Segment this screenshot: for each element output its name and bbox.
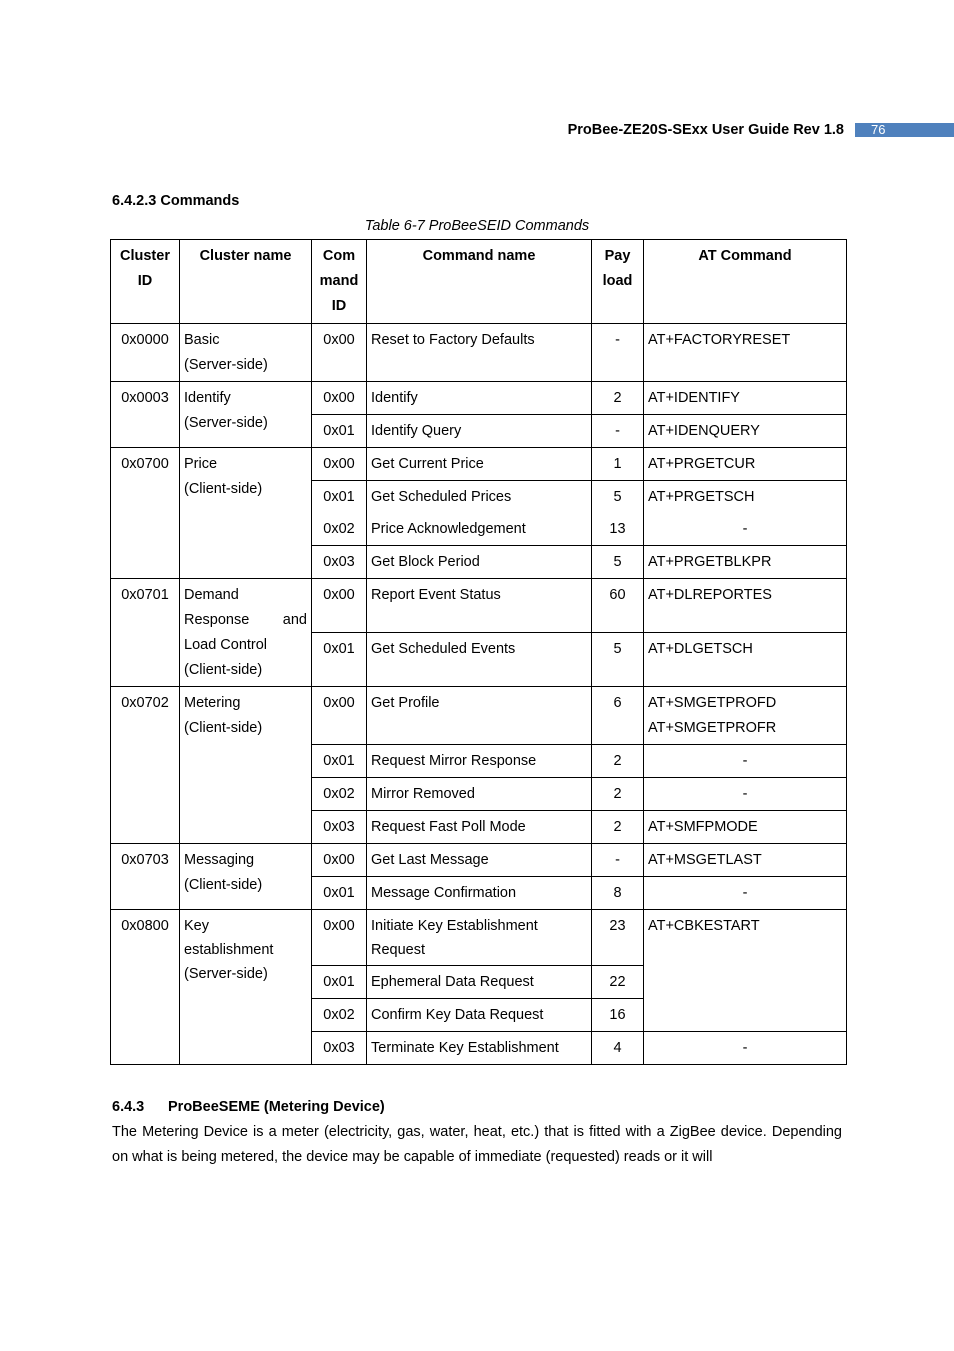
table-row bbox=[111, 579, 847, 633]
cluster-id-cell: 0x0800 bbox=[111, 910, 180, 1065]
cluster-name-cell bbox=[180, 844, 312, 910]
table-row bbox=[111, 910, 847, 966]
table-row bbox=[111, 687, 847, 745]
header-text: Cluster bbox=[120, 248, 170, 264]
body-paragraph: The Metering Device is a meter (electricity, gas, water, heat, etc.) that is fitted with a ZigBee device. Depending on what is being metered, the device may be capable of immediate (requested) reads or it will bbox=[112, 1124, 842, 1165]
at-command-cell: AT+CBKESTART bbox=[644, 910, 847, 1032]
cluster-id-cell: 0x0700 bbox=[111, 448, 180, 579]
command-name-cell: Identify bbox=[367, 382, 592, 415]
payload-cell: - bbox=[592, 324, 644, 382]
cluster-name-cell bbox=[180, 448, 312, 579]
payload-cell: 5 bbox=[592, 546, 644, 579]
payload-cell: 6 bbox=[592, 687, 644, 745]
command-id-cell: 0x00 bbox=[312, 324, 367, 382]
command-name-cell: Identify Query bbox=[367, 415, 592, 448]
commands-table bbox=[110, 239, 847, 1065]
command-name-cell: Get Block Period bbox=[367, 546, 592, 579]
cluster-name-line: Demand bbox=[184, 587, 239, 603]
section-heading: 6.4.2.3 Commands bbox=[112, 193, 240, 209]
cluster-name-justified-line bbox=[184, 608, 307, 633]
at-command-cell: AT+PRGETCUR bbox=[644, 448, 847, 481]
command-id-cell: 0x00 bbox=[312, 910, 367, 966]
command-name-cell: Report Event Status bbox=[367, 579, 592, 633]
cluster-name-word: and bbox=[282, 612, 307, 628]
cluster-name-line: (Server-side) bbox=[184, 415, 268, 431]
subsection-heading bbox=[112, 1099, 385, 1115]
table-row bbox=[111, 448, 847, 481]
table-row bbox=[111, 324, 847, 382]
command-name-cell: Get Profile bbox=[367, 687, 592, 745]
command-id-cell: 0x00 bbox=[312, 382, 367, 415]
at-command-cell bbox=[644, 687, 847, 745]
command-id-cell: 0x03 bbox=[312, 1032, 367, 1065]
cluster-name-line: Load Control bbox=[184, 637, 268, 653]
header-cluster-name: Cluster name bbox=[180, 240, 312, 324]
command-id-cell: 0x02 bbox=[312, 778, 367, 811]
page-number-badge: 76 bbox=[855, 123, 954, 137]
at-command-cell: AT+PRGETBLKPR bbox=[644, 546, 847, 579]
at-command-cell: - bbox=[644, 778, 847, 811]
header-payload bbox=[592, 240, 644, 324]
payload-cell: 5 bbox=[592, 633, 644, 687]
command-name-cell bbox=[367, 910, 592, 966]
cluster-name-line: (Server-side) bbox=[184, 966, 268, 982]
at-command-cell: AT+SMFPMODE bbox=[644, 811, 847, 844]
command-id-cell: 0x03 bbox=[312, 546, 367, 579]
header-text: Pay bbox=[604, 248, 631, 264]
payload-cell: 2 bbox=[592, 382, 644, 415]
table-header-row bbox=[111, 240, 847, 324]
payload-cell: - bbox=[592, 415, 644, 448]
header-text: Com bbox=[322, 248, 356, 264]
command-name-cell: Get Last Message bbox=[367, 844, 592, 877]
at-command-cell: - bbox=[644, 1032, 847, 1065]
cluster-name-line: (Client-side) bbox=[184, 720, 263, 736]
command-name-cell: Request Mirror Response bbox=[367, 745, 592, 778]
at-command-cell: - bbox=[644, 745, 847, 778]
at-command-line: AT+SMGETPROFD bbox=[648, 695, 777, 711]
cluster-name-line: establishment bbox=[184, 942, 274, 958]
at-command-cell: AT+IDENTIFY bbox=[644, 382, 847, 415]
command-id-cell: 0x01 bbox=[312, 415, 367, 448]
payload-cell: 23 bbox=[592, 910, 644, 966]
header-text: mand bbox=[319, 273, 359, 289]
command-id-cell: 0x01 bbox=[312, 966, 367, 999]
cluster-name-line: Price bbox=[184, 456, 218, 472]
command-name-cell: Mirror Removed bbox=[367, 778, 592, 811]
command-id-cell: 0x03 bbox=[312, 811, 367, 844]
cluster-name-line: Basic bbox=[184, 332, 220, 348]
at-command-cell: AT+MSGETLAST bbox=[644, 844, 847, 877]
command-id-cell: 0x00 bbox=[312, 579, 367, 633]
cluster-name-cell bbox=[180, 324, 312, 382]
cluster-id-cell: 0x0701 bbox=[111, 579, 180, 687]
payload-cell: 60 bbox=[592, 579, 644, 633]
command-name-cell: Get Scheduled Events bbox=[367, 633, 592, 687]
header-at-command: AT Command bbox=[644, 240, 847, 324]
cluster-name-word: Response bbox=[184, 612, 250, 628]
cluster-name-line: (Client-side) bbox=[184, 877, 263, 893]
command-name-cell: Price Acknowledgement bbox=[367, 513, 592, 546]
command-name-line: Initiate Key Establishment bbox=[371, 918, 538, 934]
payload-cell: 13 bbox=[592, 513, 644, 546]
at-command-cell: AT+DLREPORTES bbox=[644, 579, 847, 633]
payload-cell: 16 bbox=[592, 999, 644, 1032]
command-name-cell: Confirm Key Data Request bbox=[367, 999, 592, 1032]
command-id-cell: 0x01 bbox=[312, 745, 367, 778]
at-command-cell: - bbox=[644, 877, 847, 910]
command-id-cell: 0x00 bbox=[312, 687, 367, 745]
cluster-id-cell: 0x0703 bbox=[111, 844, 180, 910]
subsection-number: 6.4.3 bbox=[112, 1099, 145, 1115]
cluster-id-cell: 0x0702 bbox=[111, 687, 180, 844]
command-name-cell: Message Confirmation bbox=[367, 877, 592, 910]
header-command-name: Command name bbox=[367, 240, 592, 324]
command-name-cell: Terminate Key Establishment bbox=[367, 1032, 592, 1065]
payload-cell: - bbox=[592, 844, 644, 877]
at-command-cell: AT+FACTORYRESET bbox=[644, 324, 847, 382]
command-name-cell: Ephemeral Data Request bbox=[367, 966, 592, 999]
document-header-title: ProBee-ZE20S-SExx User Guide Rev 1.8 bbox=[567, 122, 844, 138]
subsection-title: ProBeeSEME (Metering Device) bbox=[168, 1099, 385, 1115]
cluster-name-line: Key bbox=[184, 918, 209, 934]
command-name-cell: Get Scheduled Prices bbox=[367, 481, 592, 514]
command-name-cell: Reset to Factory Defaults bbox=[367, 324, 592, 382]
command-name-cell: Get Current Price bbox=[367, 448, 592, 481]
command-id-cell: 0x02 bbox=[312, 999, 367, 1032]
cluster-name-line: (Server-side) bbox=[184, 357, 268, 373]
payload-cell: 4 bbox=[592, 1032, 644, 1065]
command-id-cell: 0x00 bbox=[312, 448, 367, 481]
at-command-cell: AT+PRGETSCH bbox=[644, 481, 847, 514]
cluster-name-cell bbox=[180, 687, 312, 844]
cluster-name-line: (Client-side) bbox=[184, 662, 263, 678]
command-id-cell: 0x01 bbox=[312, 877, 367, 910]
table-row bbox=[111, 844, 847, 877]
cluster-name-cell bbox=[180, 910, 312, 1065]
cluster-id-cell: 0x0000 bbox=[111, 324, 180, 382]
header-text: ID bbox=[331, 298, 347, 314]
cluster-name-cell bbox=[180, 579, 312, 687]
cluster-name-line: Identify bbox=[184, 390, 231, 406]
header-text: load bbox=[602, 273, 633, 289]
payload-cell: 22 bbox=[592, 966, 644, 999]
cluster-id-cell: 0x0003 bbox=[111, 382, 180, 448]
payload-cell: 8 bbox=[592, 877, 644, 910]
cluster-name-cell bbox=[180, 382, 312, 448]
payload-cell: 2 bbox=[592, 745, 644, 778]
cluster-name-line: (Client-side) bbox=[184, 481, 263, 497]
command-id-cell: 0x02 bbox=[312, 513, 367, 546]
header-cluster-id bbox=[111, 240, 180, 324]
payload-cell: 5 bbox=[592, 481, 644, 514]
cluster-name-line: Metering bbox=[184, 695, 241, 711]
header-command-id bbox=[312, 240, 367, 324]
at-command-line: AT+SMGETPROFR bbox=[648, 720, 777, 736]
table-row bbox=[111, 382, 847, 415]
table-caption: Table 6-7 ProBeeSEID Commands bbox=[364, 218, 590, 234]
header-text: ID bbox=[137, 273, 153, 289]
command-name-cell: Request Fast Poll Mode bbox=[367, 811, 592, 844]
command-name-line: Request bbox=[371, 942, 426, 958]
payload-cell: 1 bbox=[592, 448, 644, 481]
payload-cell: 2 bbox=[592, 811, 644, 844]
cluster-name-line: Messaging bbox=[184, 852, 255, 868]
payload-cell: 2 bbox=[592, 778, 644, 811]
at-command-cell: - bbox=[644, 513, 847, 546]
at-command-cell: AT+DLGETSCH bbox=[644, 633, 847, 687]
at-command-cell: AT+IDENQUERY bbox=[644, 415, 847, 448]
command-id-cell: 0x01 bbox=[312, 481, 367, 514]
command-id-cell: 0x00 bbox=[312, 844, 367, 877]
command-id-cell: 0x01 bbox=[312, 633, 367, 687]
